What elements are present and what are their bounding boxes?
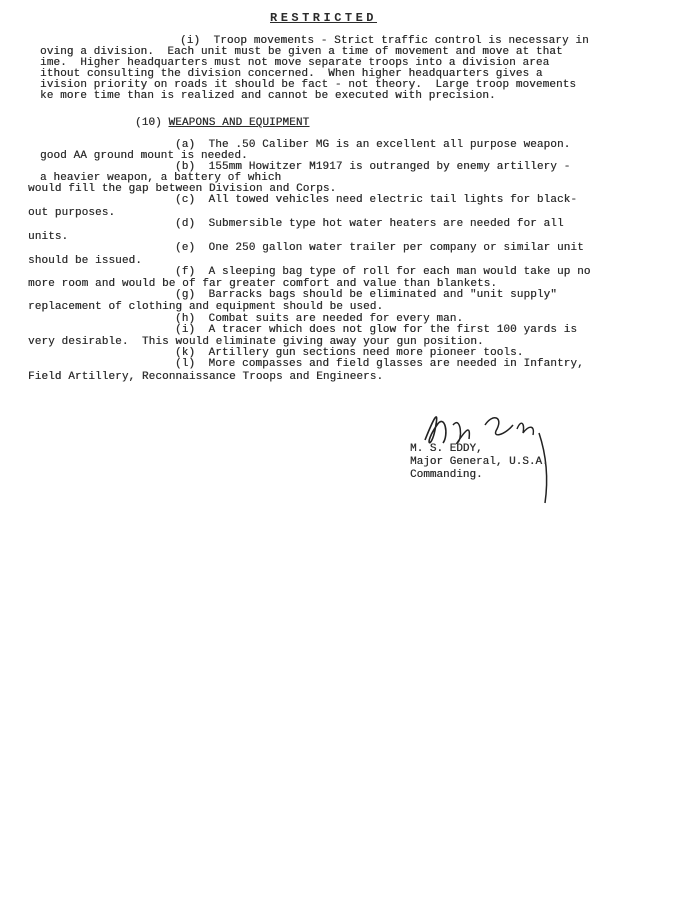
signer-title: Major General, U.S.A.: [410, 456, 549, 468]
text-line: units.: [28, 231, 69, 243]
text-line: (b) 155mm Howitzer M1917 is outranged by enemy artillery -: [175, 161, 571, 173]
text-line: (i) A tracer which does not glow for the first 100 yards is: [175, 324, 578, 336]
text-line: (l) More compasses and field glasses are needed in Infantry,: [175, 358, 584, 370]
text-line: (h) Combat suits are needed for every man.: [175, 313, 464, 325]
text-line: would fill the gap between Division and Corps.: [28, 183, 337, 195]
text-line: ke more time than is realized and cannot be executed with precision.: [40, 90, 496, 102]
text-line: (c) All towed vehicles need electric tail lights for black-: [175, 194, 578, 206]
signer-name: M. S. EDDY,: [410, 443, 483, 455]
text-line: should be issued.: [28, 255, 142, 267]
text-line: very desirable. This would eliminate giving away your gun position.: [28, 336, 484, 348]
text-line: ivision priority on roads it should be fact - not theory. Large troop movements: [40, 79, 577, 91]
signature-block: [410, 443, 549, 482]
text-line: (10) WEAPONS AND EQUIPMENT: [135, 117, 310, 129]
text-line: ithout consulting the division concerned. When higher headquarters gives a: [40, 68, 543, 80]
text-line: (k) Artillery gun sections need more pioneer tools.: [175, 347, 524, 359]
text-line: (d) Submersible type hot water heaters are needed for all: [175, 218, 564, 230]
text-line: (f) A sleeping bag type of roll for each man would take up no: [175, 266, 591, 278]
text-line: oving a division. Each unit must be given a time of movement and move at that: [40, 46, 563, 58]
text-line: a heavier weapon, a battery of which: [40, 172, 282, 184]
text-line: Field Artillery, Reconnaissance Troops and Engineers.: [28, 371, 384, 383]
text-line: ime. Higher headquarters must not move separate troops into a division area: [40, 57, 550, 69]
text-line: (g) Barracks bags should be eliminated and "unit supply": [175, 289, 557, 301]
text-line: more room and would be of far greater comfort and value than blankets.: [28, 278, 498, 290]
text-line: (i) Troop movements - Strict traffic control is necessary in: [180, 35, 589, 47]
text-line: (a) The .50 Caliber MG is an excellent all purpose weapon.: [175, 139, 571, 151]
classification-header: RESTRICTED: [270, 11, 378, 25]
text-line: replacement of clothing and equipment should be used.: [28, 301, 384, 313]
text-line: out purposes.: [28, 207, 116, 219]
text-line: good AA ground mount is needed.: [40, 150, 248, 162]
text-line: (e) One 250 gallon water trailer per company or similar unit: [175, 242, 584, 254]
signer-role: Commanding.: [410, 469, 483, 481]
